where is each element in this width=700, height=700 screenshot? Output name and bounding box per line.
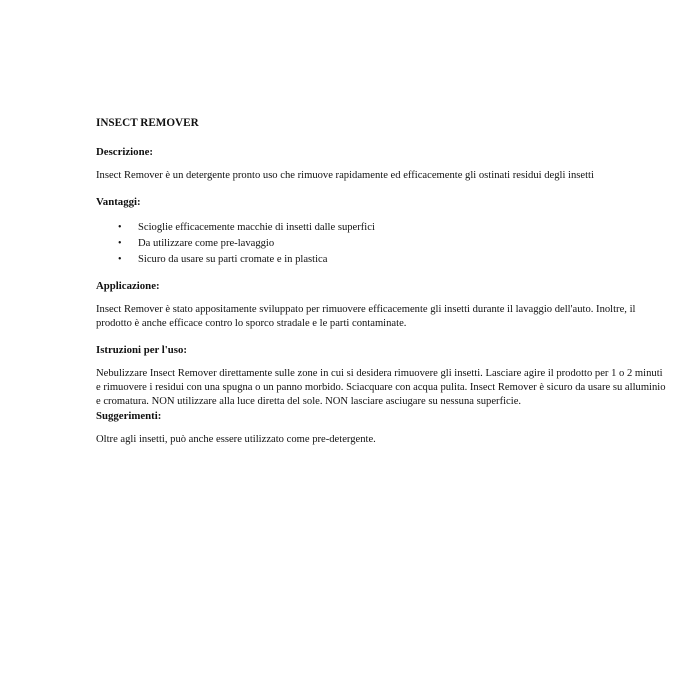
- bullet-icon: •: [118, 254, 122, 265]
- list-item-text: Da utilizzare come pre-lavaggio: [138, 238, 275, 249]
- heading-istruzioni: Istruzioni per l'uso:: [96, 344, 187, 356]
- heading-suggerimenti: Suggerimenti:: [96, 410, 162, 422]
- heading-vantaggi: Vantaggi:: [96, 196, 141, 208]
- heading-descrizione: Descrizione:: [96, 146, 153, 158]
- suggerimenti-text: Oltre agli insetti, può anche essere utilizzato come pre-detergente.: [96, 434, 376, 445]
- bullet-icon: •: [118, 222, 122, 233]
- document-page: [96, 116, 666, 447]
- list-item: [118, 237, 666, 251]
- list-item: [118, 221, 666, 235]
- bullet-icon: •: [118, 238, 122, 249]
- descrizione-text: Insect Remover è un detergente pronto uso che rimuove rapidamente ed efficacemente gli ostinati residui degli insetti: [96, 170, 594, 181]
- list-item: [118, 253, 666, 267]
- list-item-text: Sicuro da usare su parti cromate e in plastica: [138, 254, 328, 265]
- applicazione-text: Insect Remover è stato appositamente sviluppato per rimuovere efficacemente gli insetti durante il lavaggio dell'auto. Inoltre, il prodotto è anche efficace contro lo sporco stradale e le parti contaminate.: [96, 304, 636, 329]
- vantaggi-list: [96, 221, 666, 267]
- list-item-text: Scioglie efficacemente macchie di insetti dalle superfici: [138, 222, 375, 233]
- document-title: INSECT REMOVER: [96, 117, 199, 129]
- heading-applicazione: Applicazione:: [96, 280, 160, 292]
- istruzioni-text: Nebulizzare Insect Remover direttamente sulle zone in cui si desidera rimuovere gli insetti. Lasciare agire il prodotto per 1 o 2 minuti e rimuovere i residui con una spugna o un panno morbido. Sciacquare con acqua pulita. Insect Remover è sicuro da usare su alluminio e cromatura. NON utilizzare alla luce diretta del sole. NON lasciare asciugare su nessuna superficie.: [96, 368, 666, 407]
